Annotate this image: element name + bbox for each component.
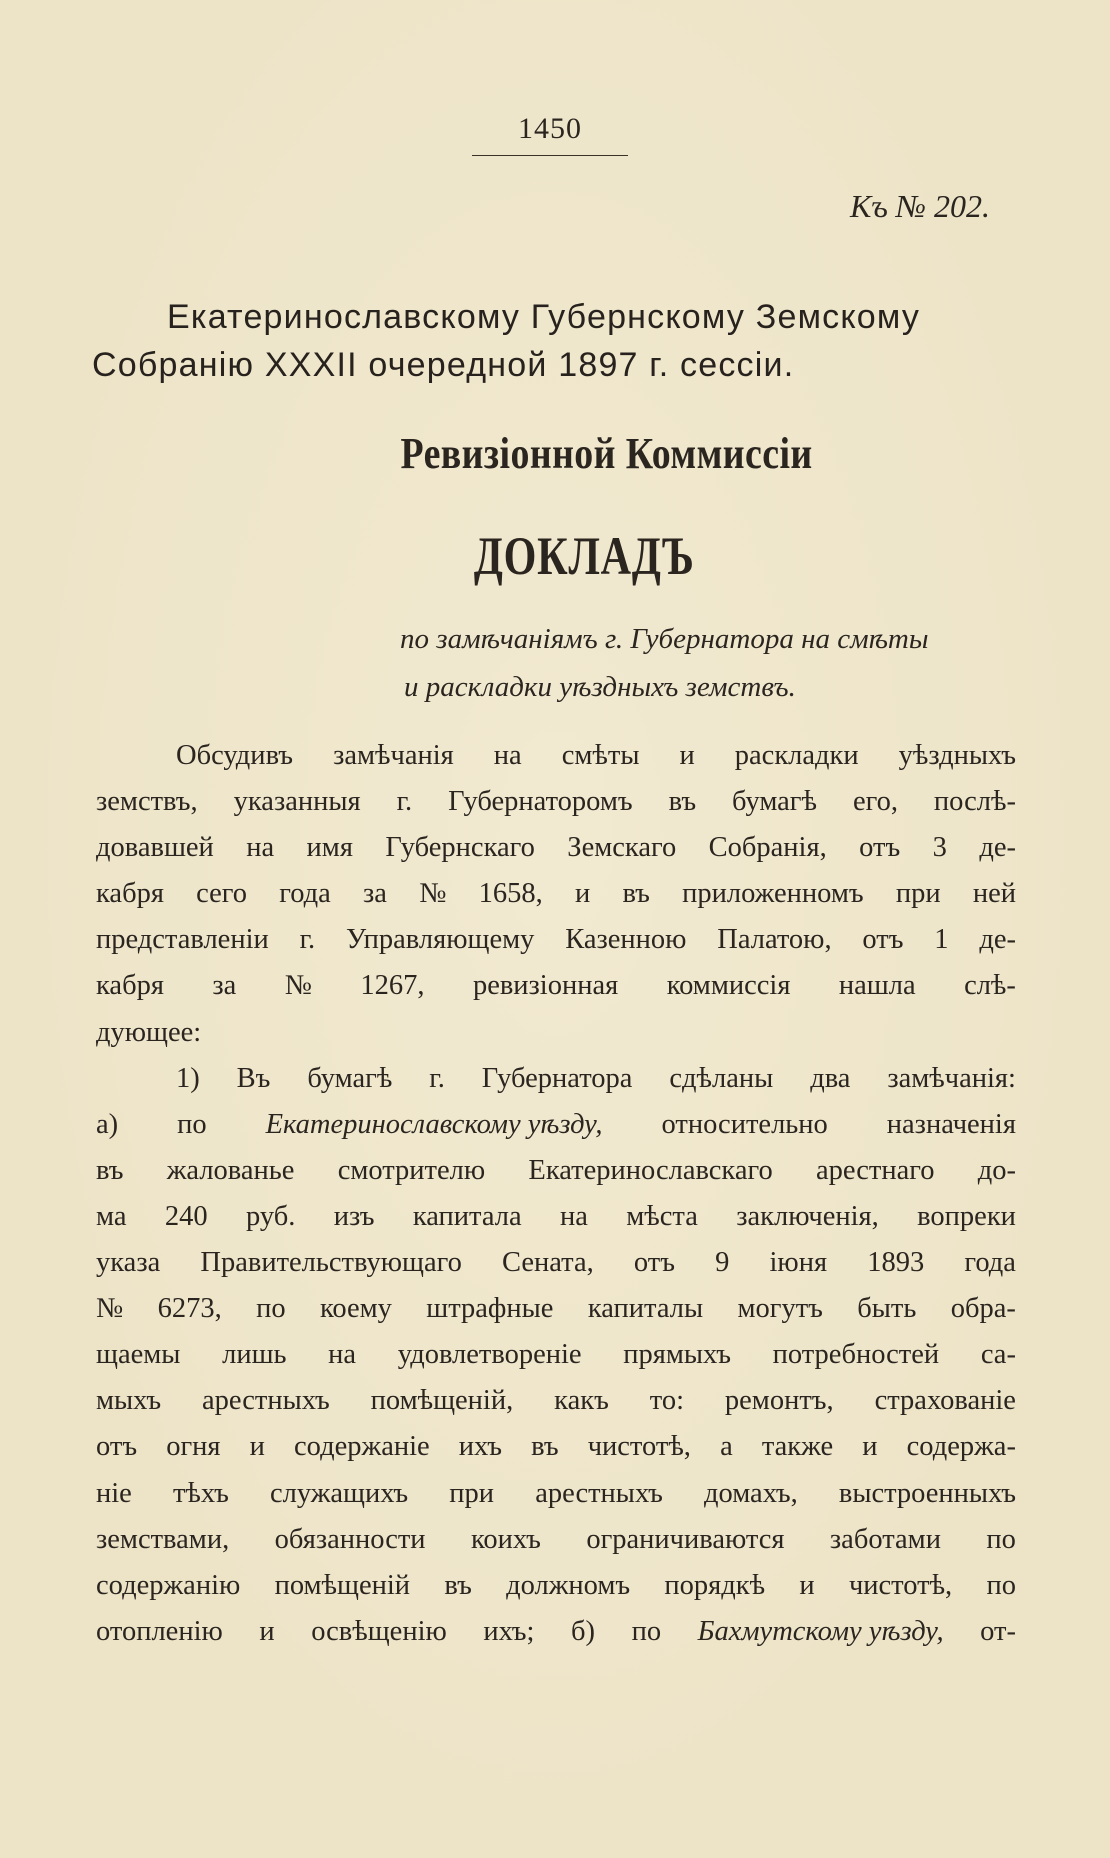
body-word: Обсудивъ bbox=[176, 740, 294, 771]
body-word: огня bbox=[166, 1431, 221, 1463]
body-word: быть bbox=[857, 1293, 917, 1325]
body-word: ревизіонная bbox=[472, 970, 619, 1002]
body-word: арестныхъ bbox=[202, 1385, 330, 1417]
body-word: года bbox=[964, 1247, 1016, 1279]
body-word: чистотѣ, bbox=[848, 1569, 953, 1601]
body-word: щаемы bbox=[96, 1339, 181, 1371]
body-word: служащихъ bbox=[269, 1477, 409, 1509]
body-word: и bbox=[249, 1431, 265, 1463]
body-word: заботами bbox=[829, 1523, 941, 1555]
body-word: сдѣланы bbox=[669, 1062, 774, 1094]
body-word: также bbox=[761, 1431, 834, 1463]
page-number-rule bbox=[472, 155, 628, 156]
body-word: Екатеринославскому уѣзду, bbox=[265, 1108, 603, 1140]
body-word: 9 bbox=[715, 1247, 730, 1279]
body-word: года bbox=[279, 878, 331, 910]
body-line bbox=[96, 1332, 1016, 1378]
body-word: кабря bbox=[96, 970, 164, 1002]
body-word: б) bbox=[571, 1615, 595, 1647]
body-word: отъ bbox=[859, 832, 901, 864]
body-word: отопленію bbox=[96, 1615, 223, 1647]
body-line bbox=[96, 1194, 1016, 1240]
body-word: и bbox=[862, 1431, 878, 1463]
addressee-block bbox=[92, 293, 1012, 389]
body-word: за bbox=[363, 878, 387, 910]
body-word: отъ bbox=[633, 1247, 675, 1279]
body-word: кабря bbox=[96, 878, 164, 910]
body-word: на bbox=[246, 832, 275, 864]
body-word: и bbox=[799, 1569, 815, 1601]
body-word: два bbox=[810, 1062, 851, 1094]
body-word: за bbox=[212, 970, 237, 1002]
body-word: помѣщеній bbox=[274, 1569, 411, 1601]
subtitle-line-2: и раскладки уѣздныхъ земствъ. bbox=[404, 671, 796, 703]
body-word: дующее: bbox=[96, 1016, 202, 1048]
body-word: жалованье bbox=[166, 1154, 295, 1186]
body-line bbox=[96, 963, 1016, 1009]
body-word: арестнаго bbox=[815, 1154, 935, 1186]
body-word: нашла bbox=[838, 970, 916, 1002]
body-word: приложенномъ bbox=[682, 878, 864, 910]
body-word: удовлетвореніе bbox=[397, 1339, 582, 1371]
body-word: Бахмутскому уѣзду, bbox=[697, 1615, 944, 1647]
body-word: то: bbox=[649, 1385, 684, 1417]
body-word: ремонтъ, bbox=[724, 1385, 834, 1417]
body-line bbox=[96, 1010, 1016, 1056]
body-word: Губернаторомъ bbox=[448, 786, 633, 818]
body-word: содержанію bbox=[96, 1569, 241, 1601]
body-word: 1893 bbox=[867, 1247, 925, 1279]
body-word: въ bbox=[531, 1431, 559, 1463]
body-word: Правительствующаго bbox=[200, 1247, 462, 1279]
body-line bbox=[96, 1471, 1016, 1517]
body-word: смотрителю bbox=[337, 1154, 486, 1186]
page-number: 1450 bbox=[518, 112, 582, 145]
body-word: са- bbox=[980, 1339, 1016, 1371]
body-line bbox=[96, 825, 1016, 871]
body-word: г. bbox=[429, 1062, 445, 1094]
body-word: заключенія, bbox=[736, 1200, 879, 1232]
body-word: ма bbox=[96, 1200, 127, 1232]
subtitle-line-1: по замѣчаніямъ г. Губернатора на смѣты bbox=[400, 623, 929, 655]
body-word: де- bbox=[979, 924, 1016, 956]
body-word: от- bbox=[980, 1615, 1016, 1647]
body-word: 3 bbox=[932, 832, 947, 864]
body-word: смѣты bbox=[561, 740, 640, 771]
body-word: при bbox=[449, 1477, 495, 1509]
body-word: 6273, bbox=[157, 1293, 222, 1325]
body-word: по bbox=[986, 1569, 1016, 1601]
body-word: по bbox=[986, 1523, 1016, 1555]
body-word: потребностей bbox=[772, 1339, 940, 1371]
body-word: въ bbox=[622, 878, 650, 910]
body-word: на bbox=[328, 1339, 357, 1371]
reference-number: Къ № 202. bbox=[849, 188, 990, 224]
body-word: содержа- bbox=[906, 1431, 1016, 1463]
body-word: изъ bbox=[333, 1200, 375, 1232]
body-word: бумагѣ bbox=[307, 1062, 393, 1094]
body-word: относительно bbox=[661, 1108, 828, 1140]
body-word: порядкѣ bbox=[664, 1569, 766, 1601]
body-word: на bbox=[493, 740, 522, 771]
body-word: страхованіе bbox=[874, 1385, 1016, 1417]
addressee-line-2: Собранію XXXII очередной 1897 г. сессіи. bbox=[92, 346, 795, 384]
body-line bbox=[96, 779, 1016, 825]
body-word: Казенною bbox=[565, 924, 687, 956]
body-word: освѣщенію bbox=[311, 1615, 447, 1647]
body-word: Губернатора bbox=[481, 1062, 633, 1094]
body-word: г. bbox=[396, 786, 413, 818]
body-word: коихъ bbox=[471, 1523, 541, 1555]
body-word: имя bbox=[306, 832, 353, 864]
body-word: а) bbox=[96, 1108, 119, 1140]
body-word: земствъ, bbox=[96, 786, 198, 818]
body-word: Екатеринославскаго bbox=[528, 1154, 773, 1186]
body-word: ней bbox=[972, 878, 1016, 910]
body-word: іюня bbox=[769, 1247, 828, 1279]
body-word: сего bbox=[196, 878, 248, 910]
body-line bbox=[96, 1240, 1016, 1286]
body-word: какъ bbox=[554, 1385, 609, 1417]
body-word: и bbox=[574, 878, 591, 910]
body-word: по bbox=[256, 1293, 286, 1325]
body-line bbox=[96, 1609, 1016, 1655]
body-word: Сената, bbox=[501, 1247, 594, 1279]
body-word: домахъ, bbox=[704, 1477, 798, 1509]
body-word: а bbox=[720, 1431, 733, 1463]
body-line bbox=[96, 1378, 1016, 1424]
body-word: 1 bbox=[934, 924, 949, 956]
body-word: Земскаго bbox=[567, 832, 677, 864]
body-word: уѣздныхъ bbox=[898, 740, 1016, 771]
body-word: Собранія, bbox=[708, 832, 827, 864]
body-word: г. bbox=[299, 924, 316, 956]
body-line bbox=[96, 1424, 1016, 1470]
body-word: Губернскаго bbox=[385, 832, 535, 864]
report-subtitle bbox=[400, 615, 1040, 711]
body-word: въ bbox=[96, 1154, 124, 1186]
body-word: его, bbox=[852, 786, 898, 818]
body-word: обязанности bbox=[274, 1523, 426, 1555]
body-word: назначенія bbox=[886, 1108, 1016, 1140]
body-word: довавшей bbox=[96, 832, 214, 864]
body-word: по bbox=[177, 1108, 207, 1140]
body-word: по bbox=[631, 1615, 662, 1647]
body-word: № bbox=[419, 878, 447, 910]
body-word: ніе bbox=[96, 1477, 132, 1509]
body-word: и bbox=[679, 740, 695, 771]
body-line bbox=[96, 1517, 1016, 1563]
body-word: представленіи bbox=[96, 924, 269, 956]
body-word: бумагѣ bbox=[732, 786, 817, 818]
body-word: въ bbox=[444, 1569, 472, 1601]
body-word: капиталы bbox=[587, 1293, 704, 1325]
body-word: де- bbox=[979, 832, 1016, 864]
body-word: мыхъ bbox=[96, 1385, 162, 1417]
body-word: Управляющему bbox=[345, 924, 535, 956]
body-word: коммиссія bbox=[666, 970, 791, 1002]
commission-heading: Ревизіонной Коммиссіи bbox=[400, 429, 813, 478]
body-line bbox=[96, 871, 1016, 917]
body-line bbox=[96, 733, 1016, 779]
body-word: ихъ bbox=[458, 1431, 502, 1463]
body-word: замѣчанія: bbox=[887, 1062, 1016, 1094]
body-word: прямыхъ bbox=[623, 1339, 731, 1371]
body-word: указанныя bbox=[233, 786, 361, 818]
body-word: помѣщеній, bbox=[370, 1385, 514, 1417]
body-word: 1) bbox=[176, 1062, 200, 1094]
body-word: 1658, bbox=[478, 878, 543, 910]
body-word: ограничиваются bbox=[586, 1523, 785, 1555]
body-word: отъ bbox=[96, 1431, 138, 1463]
body-word: раскладки bbox=[734, 740, 859, 771]
body-word: 1267, bbox=[360, 970, 425, 1002]
body-word: руб. bbox=[245, 1200, 296, 1232]
body-word: при bbox=[895, 878, 941, 910]
body-word: указа bbox=[96, 1247, 161, 1279]
report-title: ДОКЛАДЪ bbox=[473, 526, 695, 586]
body-word: послѣ- bbox=[933, 786, 1016, 818]
body-word: № bbox=[96, 1293, 124, 1325]
body-word: выстроенныхъ bbox=[838, 1477, 1016, 1509]
body-word: земствами, bbox=[96, 1523, 230, 1555]
addressee-line-1: Екатеринославскому Губернскому Земскому bbox=[167, 298, 921, 336]
body-word: коему bbox=[319, 1293, 392, 1325]
body-word: ихъ; bbox=[483, 1615, 535, 1647]
body-line bbox=[96, 1102, 1016, 1148]
body-word: отъ bbox=[862, 924, 904, 956]
body-word: до- bbox=[977, 1154, 1016, 1186]
body-word: Палатою, bbox=[717, 924, 832, 956]
body-line bbox=[96, 1286, 1016, 1332]
body-word: арестныхъ bbox=[535, 1477, 663, 1509]
body-word: замѣчанія bbox=[333, 740, 454, 771]
body-line bbox=[96, 1056, 1016, 1102]
body-line bbox=[96, 917, 1016, 963]
body-word: мѣста bbox=[626, 1200, 698, 1232]
body-word: лишь bbox=[222, 1339, 287, 1371]
body-word: тѣхъ bbox=[172, 1477, 229, 1509]
body-word: № bbox=[284, 970, 312, 1002]
body-word: 240 bbox=[164, 1200, 208, 1232]
body-word: капитала bbox=[412, 1200, 522, 1232]
body-word: чистотѣ, bbox=[587, 1431, 691, 1463]
body-word: могутъ bbox=[737, 1293, 823, 1325]
body-line bbox=[96, 1563, 1016, 1609]
body-word: на bbox=[559, 1200, 588, 1232]
body-word: обра- bbox=[950, 1293, 1016, 1325]
body-word: содержаніе bbox=[294, 1431, 430, 1463]
body-word: Въ bbox=[236, 1062, 271, 1094]
body-word: вопреки bbox=[917, 1200, 1016, 1232]
body-word: слѣ- bbox=[964, 970, 1016, 1002]
body-line bbox=[96, 1148, 1016, 1194]
body-text bbox=[96, 733, 1016, 1655]
body-word: штрафные bbox=[426, 1293, 554, 1325]
body-word: въ bbox=[668, 786, 697, 818]
body-word: должномъ bbox=[506, 1569, 631, 1601]
body-word: и bbox=[259, 1615, 275, 1647]
